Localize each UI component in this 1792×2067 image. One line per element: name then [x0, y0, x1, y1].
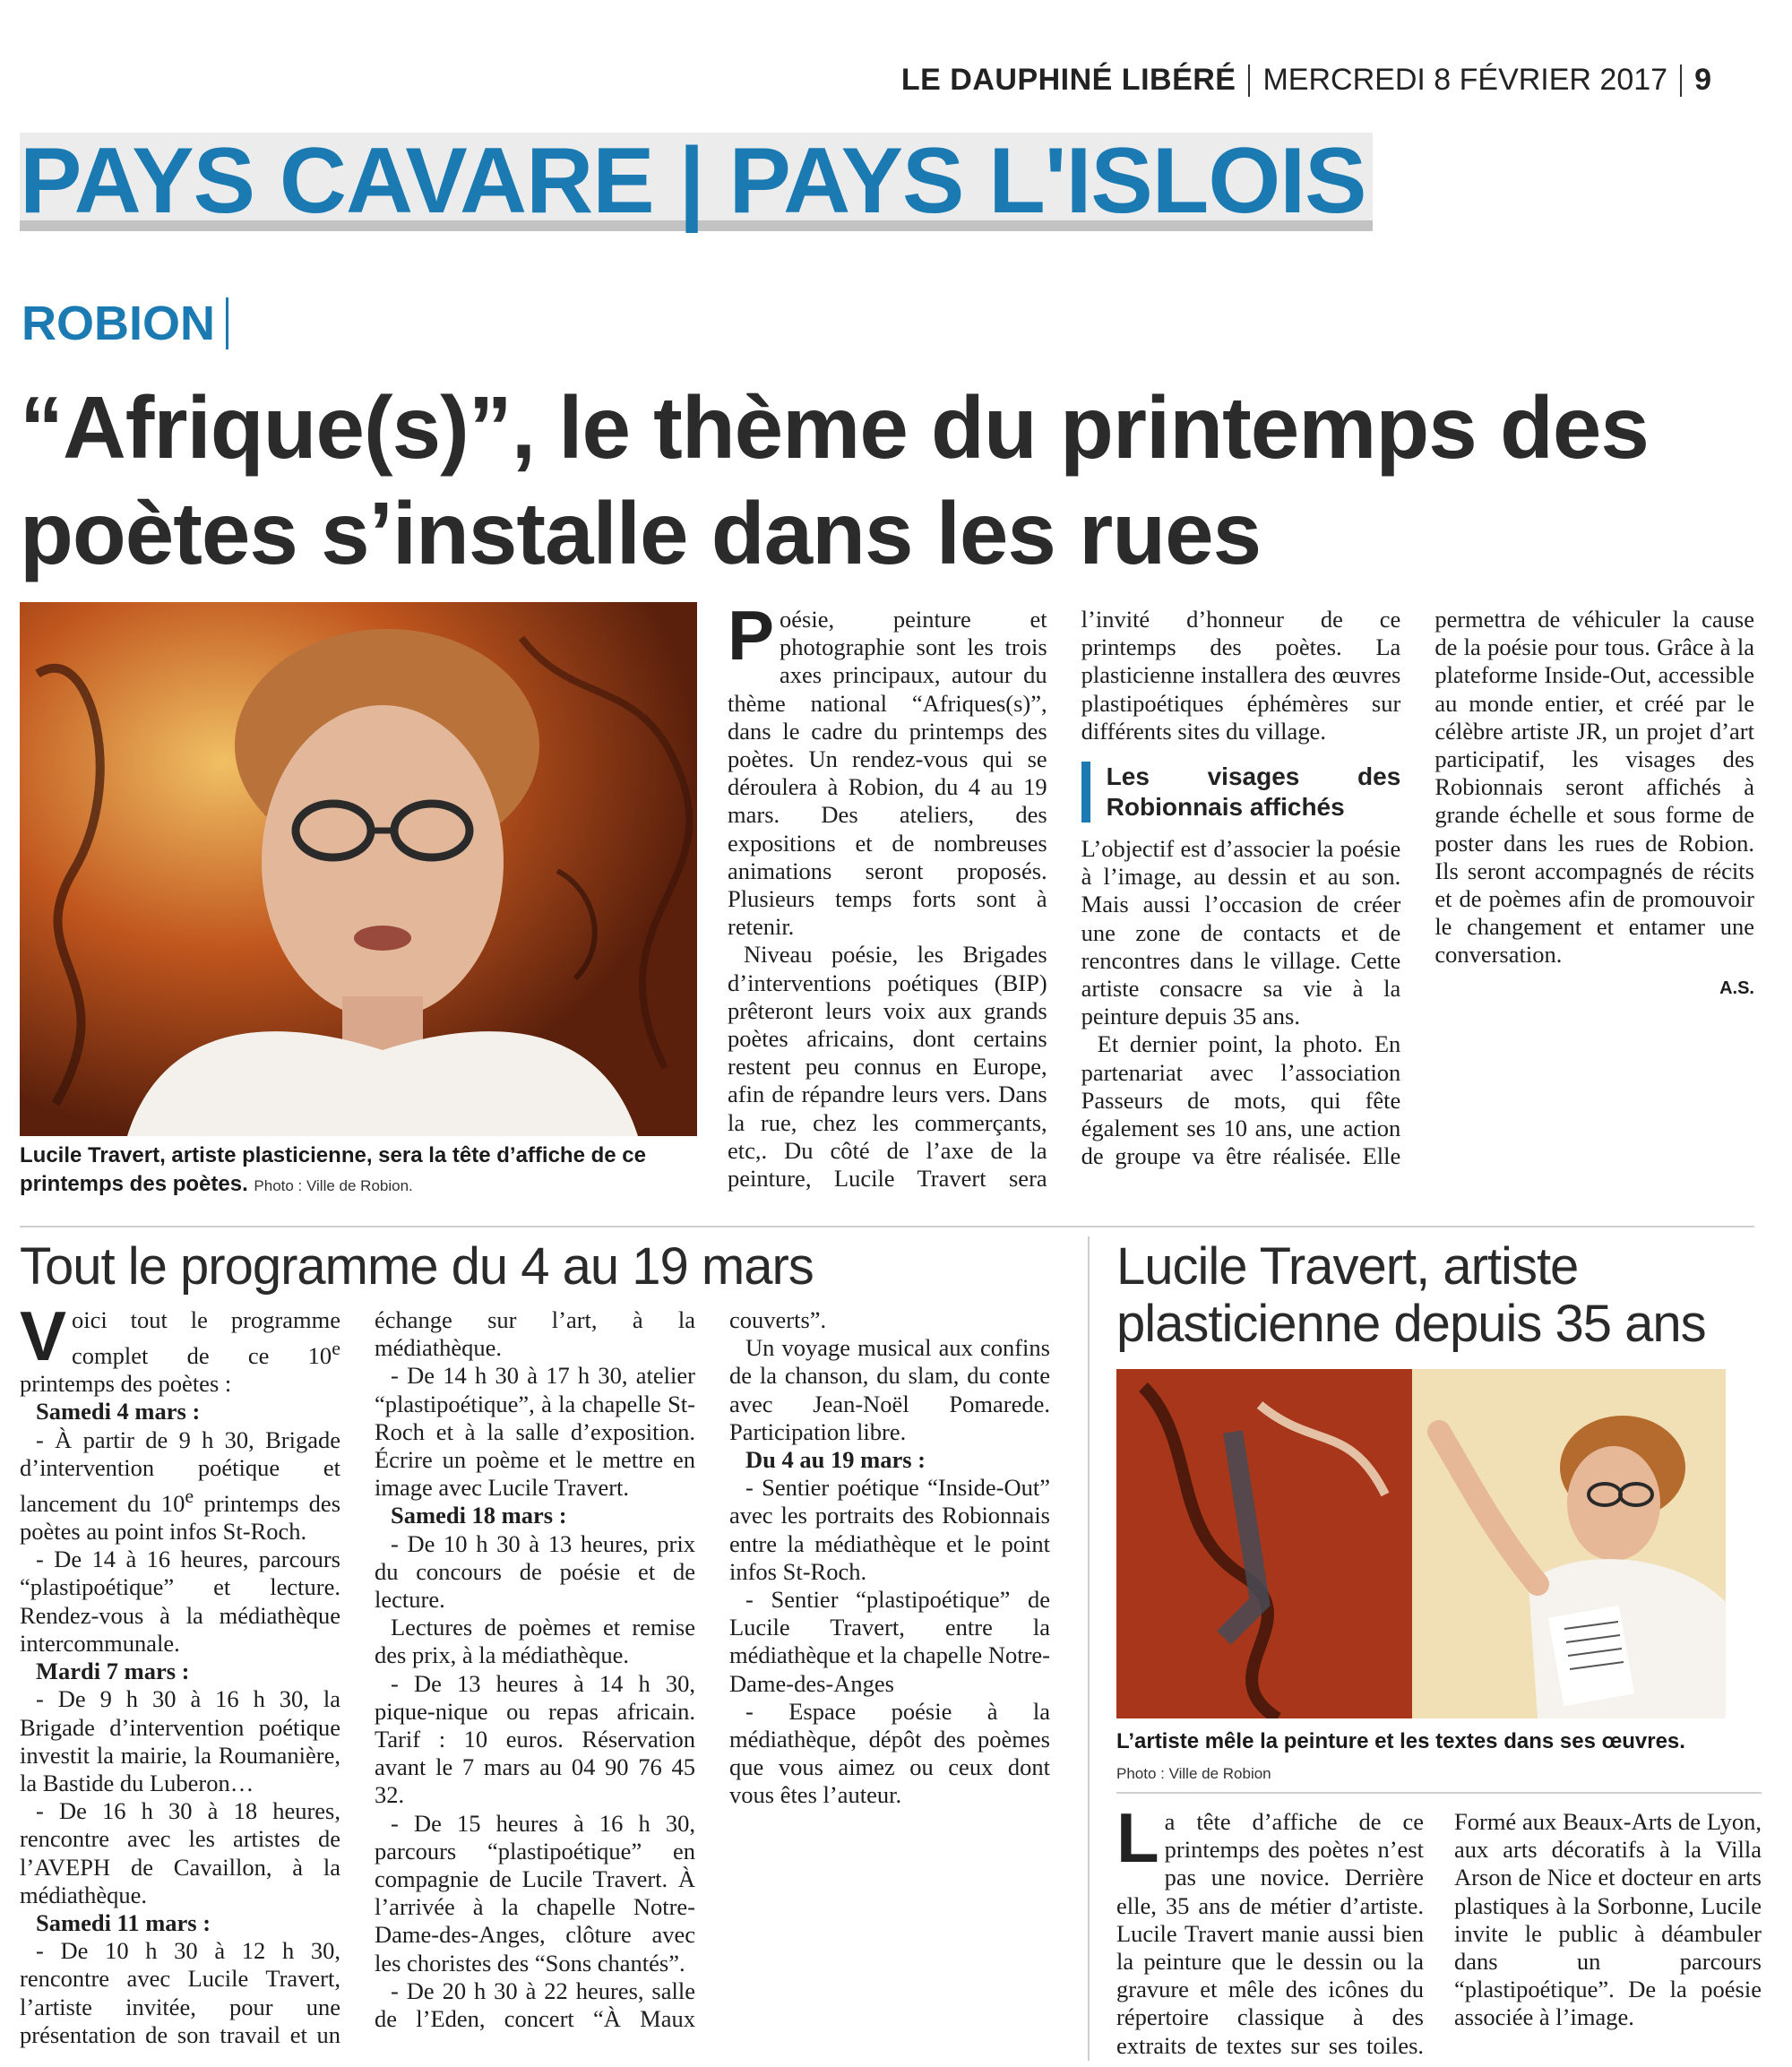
page-number: 9 [1694, 63, 1711, 97]
profile-title: Lucile Travert, artiste plasticienne depuis 35 ans [1116, 1237, 1706, 1353]
photo2-credit: Photo : Ville de Robion [1116, 1765, 1271, 1782]
program-item: Lectures de poèmes et remise des prix, à la médiathèque. [375, 1614, 695, 1669]
main-headline: “Afrique(s)”, le thème du printemps des poètes s’installe dans les rues [20, 378, 1649, 582]
program-intro-text: oici tout le programme complet de ce 10 [72, 1306, 340, 1370]
program-item: - Sentier “plastipoétique” de Lucile Travert, entre la médiathèque et la chapelle Notre-Dame-des-Anges [729, 1586, 1050, 1697]
program-item: Un voyage musical aux confins de la chanson, du slam, du conte avec Jean-Noël Pomarede. Participation libre. [729, 1334, 1050, 1445]
profile-dropcap: L [1116, 1798, 1159, 1877]
program-dropcap: V [20, 1296, 67, 1375]
article-signature: A.S. [1719, 978, 1754, 998]
program-item: - De 16 h 30 à 18 heures, rencontre avec les artistes de l’AVEPH de Cavaillon, à la médiathèque. [20, 1797, 340, 1908]
program-item: - De 14 h 30 à 17 h 30, atelier “plastipoétique”, à la chapelle St-Roch et à la salle d’exposition. Écrire un poème et le mettre en image avec Lucile Travert. [375, 1362, 695, 1502]
article-body [728, 596, 1754, 1197]
article-paragraph [728, 596, 1047, 941]
article-subhead: Les visages des Robionnais affichés [1081, 762, 1401, 822]
program-item: - De 20 h 30 à 22 heures, salle de l’Eden, concert “À Maux couverts”. [375, 1306, 827, 2033]
program-item: - De 10 h 30 à 13 heures, prix du concours de poésie et de lecture. [375, 1529, 695, 1614]
superscript: e [185, 1485, 194, 1508]
article-paragraph: Niveau poésie, les Brigades d’interventions poétiques (BIP) prêteront leurs voix aux grands poètes africains, dont certains restent peu connus en Europe, afin de répandre leurs vers. Dans la rue, chez les commerçants, etc,. Du côté de l’axe de la peinture, Lucile Travert sera l’invité d’honneur de ce printemps des poètes. La plasticienne installera des œuvres plastipoétiques éphémères sur différents sites du village. [728, 606, 1401, 1193]
profile-divider [1116, 1792, 1762, 1794]
profile-text [1116, 1798, 1762, 2061]
program-item [20, 1426, 340, 1546]
photo2-caption: L’artiste mêle la peinture et les textes dans ses œuvres. [1116, 1729, 1685, 1753]
artwork-illustration [1116, 1369, 1726, 1718]
photo2-credit-wrap [1116, 1758, 1271, 1788]
program-item: - Sentier poétique “Inside-Out” avec les portraits des Robionnais entre la médiathèque et le point infos St-Roch. [729, 1474, 1050, 1585]
program-day: Du 4 au 19 mars : [745, 1446, 926, 1474]
program-day: Samedi 4 mars : [36, 1398, 201, 1425]
program-day: Samedi 18 mars : [391, 1502, 567, 1529]
profile-text-b: textes sur ses toiles. Formé aux Beaux-Arts de Lyon, aux arts décoratifs à la Villa Arson de Nice et docteur en arts plastiques à la Sorbonne, Lucile invite le public à déambuler dans un parcours “plastipoétique”. De la poésie associée à l’image. [1226, 1808, 1762, 2059]
locality-bar [226, 297, 228, 349]
profile-text-a: a tête d’affiche de ce printemps des poètes n’est pas une novice. Derrière elle, 35 ans de métier d’artiste. Lucile Travert manie aussi bien la peinture que le dessin ou la gravure et mêle des icônes du répertoire classique à des extraits de [1116, 1808, 1424, 2059]
section-band [20, 129, 1373, 233]
program-body [20, 1296, 1050, 2059]
program-item: - De 9 h 30 à 16 h 30, la Brigade d’intervention poétique investit la mairie, la Roumanière, la Bastide du Luberon… [20, 1685, 340, 1796]
portrait-illustration [20, 602, 697, 1136]
article-paragraph: Et dernier point, la photo. En partenariat avec l’association Passeurs de mots, qui fête également ses 10 ans, une action de groupe va être réalisée. Elle permettra de véhiculer la cause de la poésie pour tous. Grâce à la plateforme Inside-Out, accessible au monde entier, et créé par le célèbre artiste JR, un projet d’art participatif, les visages des Robionnais seront affichés à grande échelle et sous forme de poster dans les rues de Robion. Ils seront accompagnés de récits et de poèmes afin de promouvoir le changement et entamer une conversation. [1081, 606, 1754, 1170]
program-day: Mardi 7 mars : [36, 1658, 190, 1685]
photo1-credit: Photo : Ville de Robion. [254, 1177, 413, 1194]
program-item: - De 10 h 30 à 12 h 30, rencontre avec Lucile Travert, l’artiste invitée, pour une présentation de son travail et un échange sur l’art, à la médiathèque. [20, 1306, 695, 2048]
locality-name: ROBION [22, 297, 215, 350]
issue-date: MERCREDI 8 FÉVRIER 2017 [1262, 63, 1668, 97]
artist-at-work-photo [1116, 1369, 1726, 1718]
newspaper-name: LE DAUPHINÉ LIBÉRÉ [900, 63, 1236, 97]
section-divider [20, 1226, 1754, 1227]
program-title: Tout le programme du 4 au 19 mars [20, 1237, 814, 1296]
article-dropcap: P [728, 596, 775, 675]
program-item: - De 15 heures à 16 h 30, parcours “plastipoétique” en compagnie de Lucile Travert. À l’arrivée à la chapelle Notre-Dame-des-Anges, clôture avec les choristes des “Sons chantés”. [375, 1809, 695, 1977]
program-item: - Espace poésie à la médiathèque, dépôt des poèmes que vous aimez ou ceux dont vous êtes l’auteur. [729, 1697, 1050, 1809]
program-item: - De 14 à 16 heures, parcours “plastipoétique” et lecture. Rendez-vous à la médiathèque intercommunale. [20, 1546, 340, 1657]
masthead-separator [1248, 65, 1250, 97]
article-text: oésie, peinture et photographie sont les trois axes principaux, autour du thème national “Afriques(s)”, dans le cadre du printemps des poètes. Un rendez-vous qui se déroulera à Robion, du 4 au 19 mars. Des ateliers, des expositions et de nombreuses animations seront proposés. Plusieurs temps forts sont à retenir. [728, 606, 1047, 941]
program-intro [20, 1296, 340, 1398]
column-divider [1088, 1236, 1090, 2061]
article-paragraph: L’objectif est d’associer la poésie à l’image, au dessin et au son. Mais aussi l’occasion de créer une zone de contacts et de rencontres dans le village. Cette artiste consacre sa vie à la peinture depuis 35 ans. [1081, 835, 1401, 1030]
profile-body [1116, 1798, 1762, 2061]
program-item-text: - À partir de 9 h 30, Brigade d’intervention poétique et lancement du 10 [20, 1425, 340, 1517]
program-day: Samedi 11 mars : [36, 1908, 211, 1936]
program-item: - De 13 heures à 14 h 30, pique-nique ou repas africain. Tarif : 10 euros. Réservation avant le 7 mars au 04 90 76 45 32. [375, 1669, 695, 1809]
masthead [901, 63, 1711, 98]
program-intro-text: printemps des poètes : [20, 1370, 232, 1398]
artist-portrait-photo [20, 602, 697, 1136]
photo1-caption-text: Lucile Travert, artiste plasticienne, sera la tête d’affiche de ce printemps des poètes. [20, 1143, 646, 1196]
superscript: e [332, 1337, 340, 1360]
masthead-separator [1680, 65, 1682, 97]
program-item-text: printemps des poètes au point infos St-Roch. [20, 1489, 341, 1546]
photo1-caption [20, 1141, 701, 1201]
locality-label [22, 296, 228, 351]
section-title: PAYS CAVARE | PAYS L'ISLOIS [20, 129, 1366, 233]
